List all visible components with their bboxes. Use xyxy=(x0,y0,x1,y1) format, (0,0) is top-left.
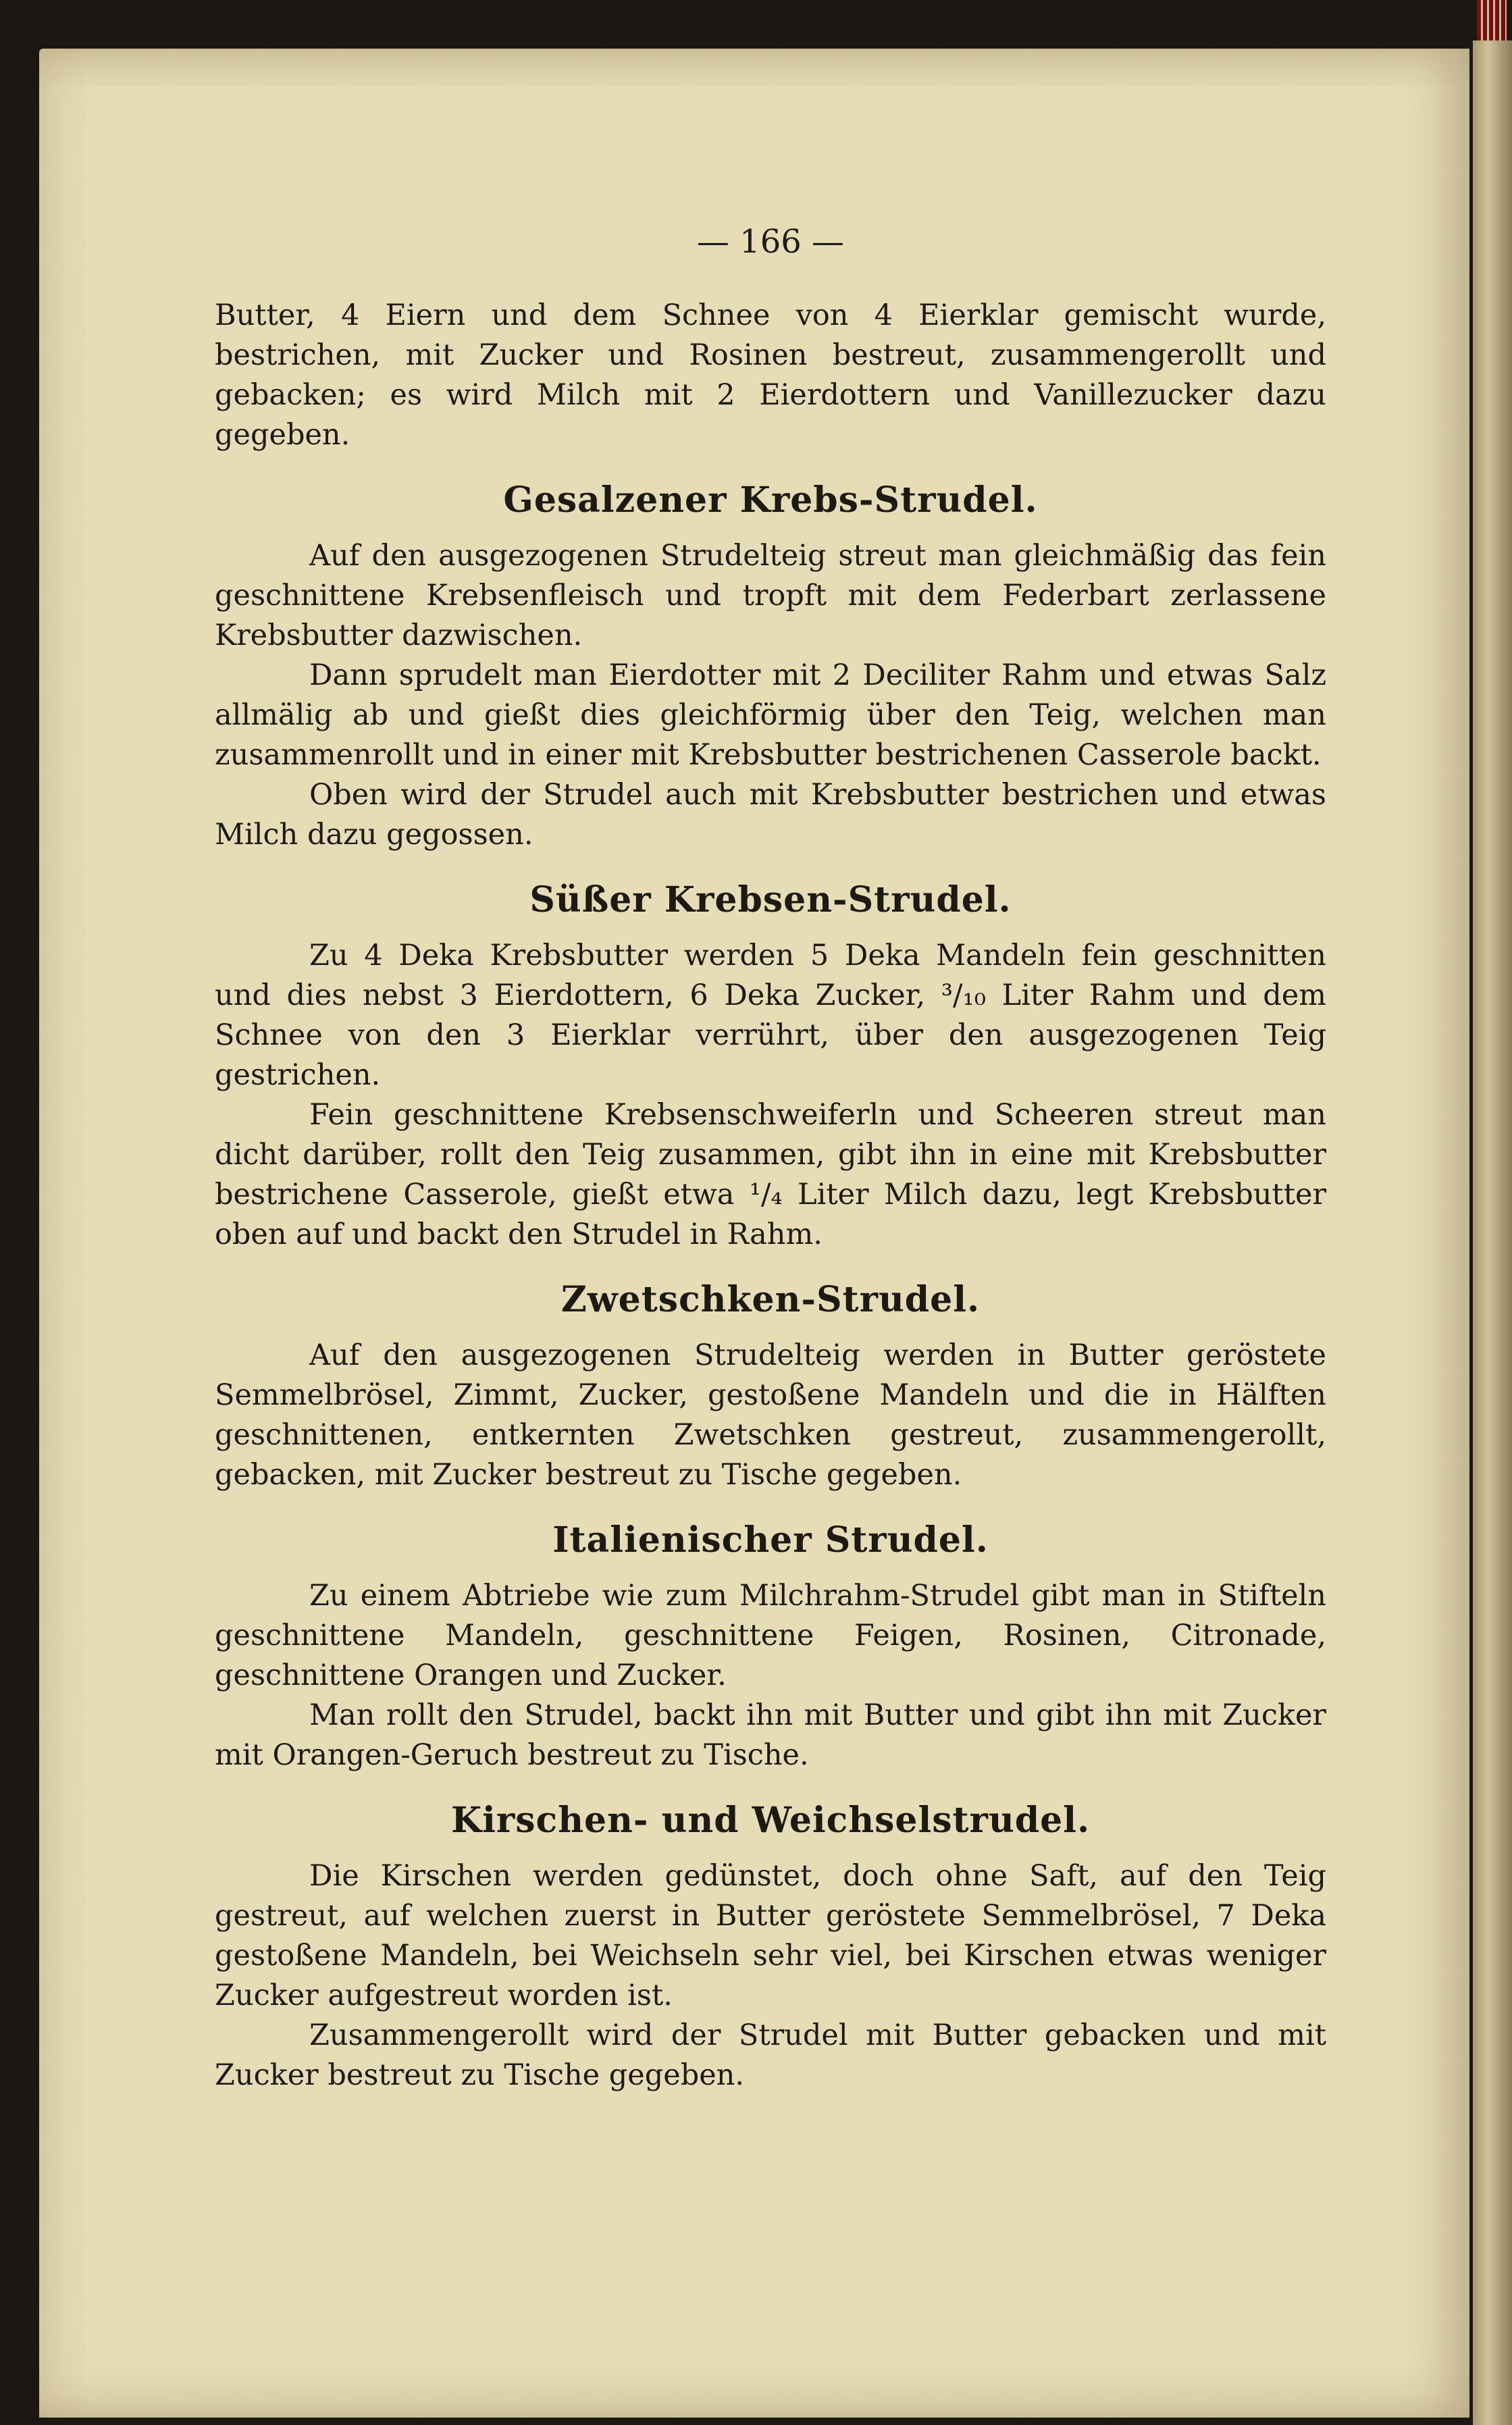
section-title: Kirschen- und Weichselstrudel. xyxy=(450,1800,1091,1841)
section-zwetschken-strudel xyxy=(215,1279,1326,1495)
paragraph: Man rollt den Strudel, backt ihn mit Butter und gibt ihn mit Zucker mit Orangen-Geruch bestreut zu Tische. xyxy=(215,1698,1326,1772)
section-italienischer-strudel xyxy=(215,1519,1326,1775)
paragraph: Dann sprudelt man Eierdotter mit 2 Deciliter Rahm und etwas Salz allmälig ab und gießt dies gleichförmig über den Teig, welchen man zusammenrollt und in einer mit Krebsbutter bestrichenen Casserole backt. xyxy=(215,658,1326,772)
paragraph: Die Kirschen werden gedünstet, doch ohne Saft, auf den Teig gestreut, auf welchen zuerst in Butter geröstete Semmelbrösel, 7 Deka gestoßene Mandeln, bei Weichseln sehr viel, bei Kirschen etwas weniger Zucker aufgestreut worden ist. xyxy=(215,1859,1326,2012)
paragraph: Oben wird der Strudel auch mit Krebsbutter bestrichen und etwas Milch dazu gegossen. xyxy=(215,778,1326,852)
paragraph: Fein geschnittene Krebsenschweiferln und Scheeren streut man dicht darüber, rollt den Teig zusammen, gibt ihn in eine mit Krebsbutter bestrichene Casserole, gießt etwa ¹/₄ Liter Milch dazu, legt Krebsbutter oben auf und backt den Strudel in Rahm. xyxy=(215,1098,1326,1251)
section-suesser-krebsen-strudel xyxy=(215,879,1326,1255)
section-title: Italienischer Strudel. xyxy=(552,1519,989,1561)
intro-paragraph: Butter, 4 Eiern und dem Schnee von 4 Eierklar gemischt wurde, bestrichen, mit Zucker und Rosinen bestreut, zusammengerollt und gebacken; es wird Milch mit 2 Eierdottern und Vanillezucker dazu gegeben. xyxy=(215,298,1326,452)
section-title: Zwetschken-Strudel. xyxy=(561,1279,981,1320)
paragraph: Zu 4 Deka Krebsbutter werden 5 Deka Mandeln fein geschnitten und dies nebst 3 Eierdottern, 6 Deka Zucker, ³/₁₀ Liter Rahm und dem Schnee von den 3 Eierklar verrührt, über den ausgezogenen Teig gestrichen. xyxy=(215,939,1326,1092)
page-text xyxy=(215,223,1326,2095)
section-title: Gesalzener Krebs-Strudel. xyxy=(503,479,1038,521)
section-kirschen-weichselstrudel xyxy=(215,1800,1326,2095)
section-gesalzener-krebs-strudel xyxy=(215,479,1326,855)
page-edge xyxy=(1473,41,1512,2425)
paragraph: Zusammengerollt wird der Strudel mit Butter gebacken und mit Zucker bestreut zu Tische gegeben. xyxy=(215,2018,1326,2092)
paragraph: Zu einem Abtriebe wie zum Milchrahm-Strudel gibt man in Stifteln geschnittene Mandeln, geschnittene Feigen, Rosinen, Citronade, geschnittene Orangen und Zucker. xyxy=(215,1579,1326,1692)
page-number: — 166 — xyxy=(696,223,845,261)
section-title: Süßer Krebsen-Strudel. xyxy=(529,879,1012,920)
paragraph: Auf den ausgezogenen Strudelteig werden in Butter geröstete Semmelbrösel, Zimmt, Zucker, gestoßene Mandeln und die in Hälften geschnittenen, entkernten Zwetschken gestreut, zusammengerollt, gebacken, mit Zucker bestreut zu Tische gegeben. xyxy=(215,1338,1326,1492)
paragraph: Auf den ausgezogenen Strudelteig streut man gleichmäßig das fein geschnittene Krebsenfleisch und tropft mit dem Federbart zerlassene Krebsbutter dazwischen. xyxy=(215,539,1326,652)
